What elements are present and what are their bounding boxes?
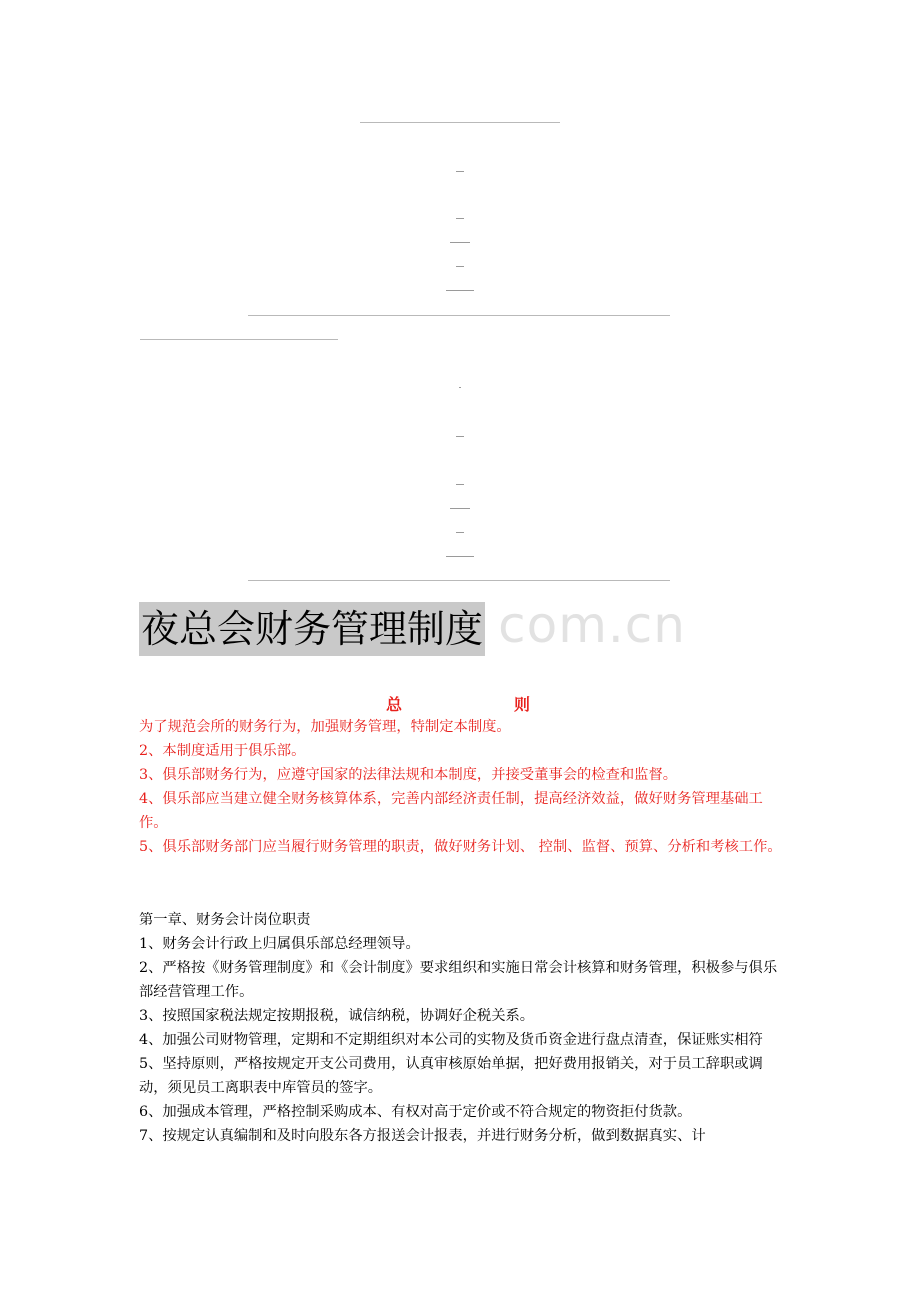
general-rules bbox=[139, 715, 784, 859]
document-title: 夜总会财务管理制度 bbox=[139, 602, 485, 656]
dash-mark bbox=[446, 290, 474, 291]
dash-mark bbox=[456, 266, 464, 267]
dash-mark bbox=[459, 387, 461, 388]
top-rule bbox=[360, 122, 560, 123]
paragraph: 2、本制度适用于俱乐部。 bbox=[139, 743, 306, 759]
wide-rule bbox=[248, 315, 670, 316]
paragraph: 7、按规定认真编制和及时向股东各方报送会计报表，并进行财务分析，做到数据真实、计 bbox=[139, 1128, 706, 1144]
dash-mark bbox=[450, 508, 470, 509]
dash-mark bbox=[456, 436, 464, 437]
paragraph: 2、严格按《财务管理制度》和《会计制度》要求组织和实施日常会计核算和财务管理，积极参与俱乐部经营管理工作。 bbox=[139, 960, 778, 1000]
dash-mark bbox=[446, 556, 474, 557]
watermark: com.cn bbox=[498, 596, 686, 654]
dash-mark bbox=[456, 171, 464, 172]
paragraph: 4、俱乐部应当建立健全财务核算体系，完善内部经济责任制，提高经济效益，做好财务管理基础工作。 bbox=[139, 791, 763, 831]
dash-mark bbox=[450, 242, 470, 243]
general-heading-char: 则 bbox=[514, 695, 531, 714]
dash-mark bbox=[456, 484, 464, 485]
chapter-1 bbox=[139, 908, 784, 1148]
paragraph: 6、加强成本管理，严格控制采购成本、有权对高于定价或不符合规定的物资拒付货款。 bbox=[139, 1104, 692, 1120]
paragraph: 1、财务会计行政上归属俱乐部总经理领导。 bbox=[139, 936, 420, 952]
paragraph: 为了规范会所的财务行为，加强财务管理，特制定本制度。 bbox=[139, 719, 511, 735]
left-rule bbox=[140, 339, 338, 340]
paragraph: 4、加强公司财物管理，定期和不定期组织对本公司的实物及货币资金进行盘点清查，保证账实相符 bbox=[139, 1032, 763, 1048]
paragraph: 5、俱乐部财务部门应当履行财务管理的职责，做好财务计划、 控制、监督、预算、分析和考核工作。 bbox=[139, 839, 782, 855]
paragraph: 3、俱乐部财务行为，应遵守国家的法律法规和本制度，并接受董事会的检查和监督。 bbox=[139, 767, 678, 783]
chapter-heading: 第一章、财务会计岗位职责 bbox=[139, 912, 311, 928]
general-rules-heading bbox=[386, 692, 530, 715]
general-heading-char: 总 bbox=[386, 695, 403, 714]
paragraph: 5、坚持原则，严格按规定开支公司费用，认真审核原始单据，把好费用报销关，对于员工辞职或调动，须见员工离职表中库管员的签字。 bbox=[139, 1056, 763, 1096]
dash-mark bbox=[456, 218, 464, 219]
dash-mark bbox=[456, 532, 464, 533]
wide-rule bbox=[248, 580, 670, 581]
paragraph: 3、按照国家税法规定按期报税，诚信纳税，协调好企税关系。 bbox=[139, 1008, 535, 1024]
